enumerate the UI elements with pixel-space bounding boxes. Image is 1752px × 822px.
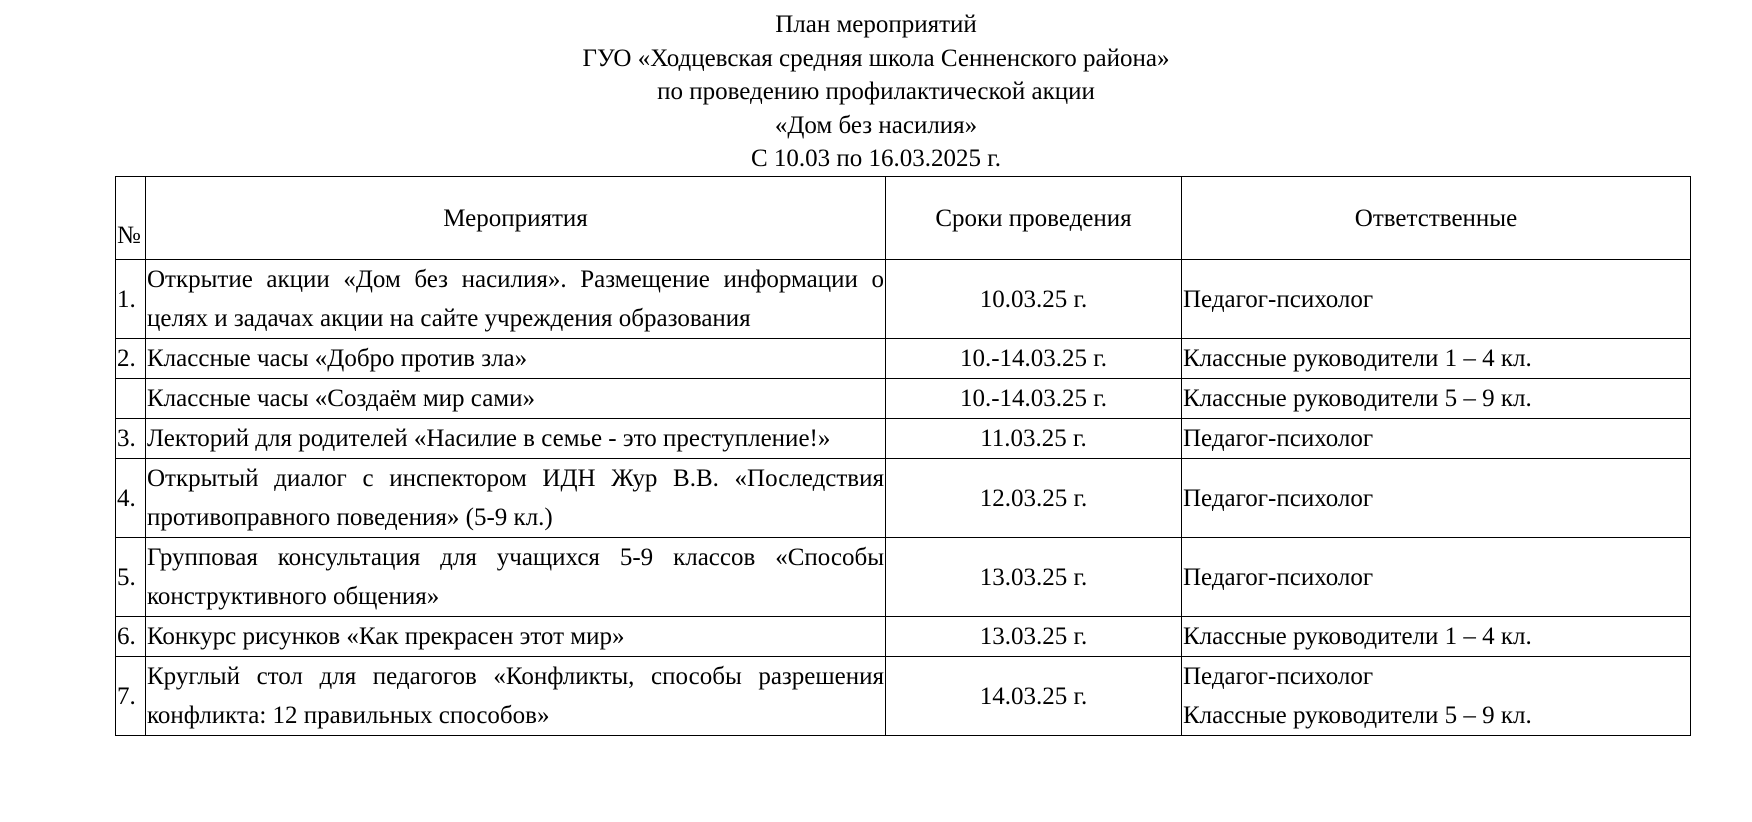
event-cell: Классные часы «Создаём мир сами» (146, 379, 886, 419)
responsible-cell (1182, 459, 1691, 538)
date-cell: 12.03.25 г. (886, 459, 1182, 538)
table-row (116, 419, 1691, 459)
responsible-name: Педагог-психолог (1183, 484, 1374, 512)
responsible-cell (1182, 379, 1691, 419)
row-number: 6. (116, 617, 146, 657)
date-cell: 10.-14.03.25 г. (886, 339, 1182, 379)
event-cell: Открытие акции «Дом без насилия». Размещение информации о целях и задачах акции на сайте учреждения образования (146, 260, 886, 339)
event-cell: Круглый стол для педагогов «Конфликты, способы разрешения конфликта: 12 правильных способов» (146, 657, 886, 736)
table-row (116, 260, 1691, 339)
row-number: 3. (116, 419, 146, 459)
responsible-name: Классные руководители 5 – 9 кл. (1183, 385, 1532, 412)
table-row (116, 459, 1691, 538)
responsible-cell (1182, 339, 1691, 379)
date-cell: 10.03.25 г. (886, 260, 1182, 339)
table-row (116, 339, 1691, 379)
responsible-cell (1182, 617, 1691, 657)
row-number: 5. (116, 538, 146, 617)
title-plan: План мероприятий (775, 11, 977, 38)
responsible-name: Педагог-психолог (1183, 285, 1374, 313)
table-row (116, 657, 1691, 736)
table-row (116, 617, 1691, 657)
event-cell: Конкурс рисунков «Как прекрасен этот мир» (146, 617, 886, 657)
table-row (116, 379, 1691, 419)
column-header-date: Сроки проведения (886, 177, 1182, 260)
date-cell: 11.03.25 г. (886, 419, 1182, 459)
row-number: 1. (116, 260, 146, 339)
table-header-row (116, 177, 1691, 260)
title-dates: С 10.03 по 16.03.2025 г. (751, 145, 1001, 172)
document-title-block (0, 8, 1752, 176)
title-campaign: «Дом без насилия» (774, 111, 978, 139)
responsible-name: Педагог-психолог (1183, 425, 1374, 452)
column-header-num: № (116, 177, 146, 260)
events-table (115, 176, 1691, 736)
row-number: 2. (116, 339, 146, 379)
responsible-cell (1182, 419, 1691, 459)
responsible-name: Классные руководители 5 – 9 кл. (1183, 702, 1532, 729)
event-cell: Групповая консультация для учащихся 5-9 классов «Способы конструктивного общения» (146, 538, 886, 617)
title-school: ГУО «Ходцевская средняя школа Сенненского района» (582, 44, 1170, 72)
responsible-name: Педагог-психолог (1183, 563, 1374, 591)
event-cell: Открытый диалог с инспектором ИДН Жур В.В. «Последствия противоправного поведения» (5-9 кл.) (146, 459, 886, 538)
date-cell: 13.03.25 г. (886, 538, 1182, 617)
row-number: 4. (116, 459, 146, 538)
table-row (116, 538, 1691, 617)
responsible-cell (1182, 657, 1691, 736)
event-cell: Классные часы «Добро против зла» (146, 339, 886, 379)
responsible-name: Классные руководители 1 – 4 кл. (1183, 345, 1532, 372)
row-number: 7. (116, 657, 146, 736)
responsible-name: Классные руководители 1 – 4 кл. (1183, 623, 1532, 650)
title-purpose: по проведению профилактической акции (657, 78, 1095, 105)
responsible-cell (1182, 260, 1691, 339)
date-cell: 13.03.25 г. (886, 617, 1182, 657)
responsible-name: Педагог-психолог (1183, 663, 1374, 690)
column-header-responsible: Ответственные (1182, 177, 1691, 260)
row-number (116, 379, 146, 419)
responsible-cell (1182, 538, 1691, 617)
column-header-event: Мероприятия (146, 177, 886, 260)
date-cell: 10.-14.03.25 г. (886, 379, 1182, 419)
event-cell: Лекторий для родителей «Насилие в семье - это преступление!» (146, 419, 886, 459)
date-cell: 14.03.25 г. (886, 657, 1182, 736)
